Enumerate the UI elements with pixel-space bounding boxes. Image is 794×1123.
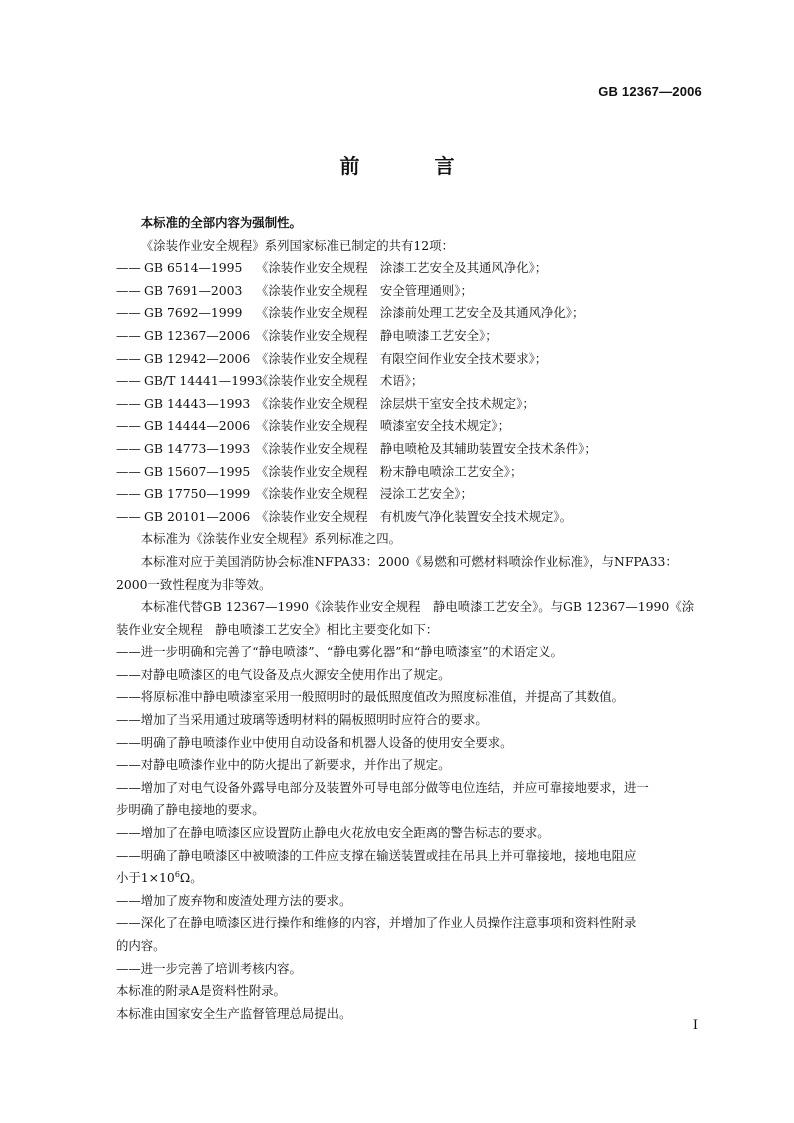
standard-title: 《涂装作业安全规程 有机废气净化装置安全技术规定》。	[256, 508, 572, 524]
list-item-continuation: 步明确了静电接地的要求。	[116, 802, 265, 818]
list-item: ——增加了废弃物和废渣处理方法的要求。	[116, 892, 352, 908]
standard-number: GB 14443—1993	[144, 395, 251, 411]
list-item: ——进一步完善了培训考核内容。	[116, 960, 302, 976]
nfpa-correspondence-line-1: 本标准对应于美国消防协会标准NFPA33：2000《易燃和可燃材料喷涂作业标准》，与NFPA33：	[140, 553, 678, 569]
standard-title: 《涂装作业安全规程 浸涂工艺安全》；	[256, 486, 473, 502]
mandatory-statement: 本标准的全部内容为强制性。	[140, 215, 302, 230]
standard-title: 《涂装作业安全规程 静电喷漆工艺安全》；	[256, 327, 498, 343]
list-item: ——进一步明确和完善了“静电喷漆”、“静电雾化器”和“静电喷漆室”的术语定义。	[116, 644, 563, 660]
standard-number: GB 12942—2006	[144, 350, 251, 366]
list-item: —— GB 20101—2006 《涂装作业安全规程 有机废气净化装置安全技术规定》。	[116, 506, 706, 529]
page-number: I	[692, 1018, 698, 1033]
standard-title: 《涂装作业安全规程 静电喷枪及其辅助装置安全技术条件》；	[256, 440, 597, 456]
list-item: —— GB 15607—1995 《涂装作业安全规程 粉末静电喷涂工艺安全》；	[116, 461, 706, 484]
standard-number: GB 12367—2006	[144, 327, 251, 343]
standard-number: GB 20101—2006	[144, 508, 251, 524]
appendix-statement: 本标准的附录A是资料性附录。	[116, 983, 287, 999]
page-title: 前 言	[339, 154, 489, 178]
changes-list	[116, 641, 706, 980]
standard-number: GB 6514—1995	[144, 260, 243, 276]
list-item: —— GB 14443—1993 《涂装作业安全规程 涂层烘干室安全技术规定》；	[116, 393, 706, 416]
list-item: ——明确了静电喷漆区中被喷漆的工件应支撑在输送装置或挂在吊具上并可靠接地，接地电阻应	[116, 847, 637, 863]
list-item: —— GB 17750—1999 《涂装作业安全规程 浸涂工艺安全》；	[116, 483, 706, 506]
list-item: ——将原标准中静电喷漆室采用一般照明时的最低照度值改为照度标准值，并提高了其数值。	[116, 689, 625, 705]
standard-title: 《涂装作业安全规程 安全管理通则》；	[256, 282, 473, 298]
proposer-statement: 本标准由国家安全生产监督管理总局提出。	[116, 1005, 352, 1021]
list-item: —— GB/T 14441—1993 《涂装作业安全规程 术语》；	[116, 370, 706, 393]
standard-code-header: GB 12367—2006	[598, 84, 702, 99]
list-item: ——对静电喷漆作业中的防火提出了新要求，并作出了规定。	[116, 757, 451, 773]
list-item: —— GB 12942—2006 《涂装作业安全规程 有限空间作业安全技术要求》；	[116, 348, 706, 371]
standard-title: 《涂装作业安全规程 喷漆室安全技术规定》；	[256, 418, 511, 434]
list-item: —— GB 6514—1995 《涂装作业安全规程 涂漆工艺安全及其通风净化》；	[116, 257, 706, 280]
list-item-continuation: 的内容。	[116, 938, 166, 953]
standard-title: 《涂装作业安全规程 有限空间作业安全技术要求》；	[256, 350, 548, 366]
standard-title: 《涂装作业安全规程 涂层烘干室安全技术规定》；	[256, 395, 535, 411]
list-item: ——增加了对电气设备外露导电部分及装置外可导电部分做等电位连结，并应可靠接地要求，进一	[116, 779, 649, 795]
list-item: —— GB 12367—2006 《涂装作业安全规程 静电喷漆工艺安全》；	[116, 325, 706, 348]
standard-title: 《涂装作业安全规程 涂漆工艺安全及其通风净化》；	[256, 260, 548, 276]
list-item: ——增加了当采用通过玻璃等透明材料的隔板照明时应符合的要求。	[116, 712, 488, 728]
standard-title: 《涂装作业安全规程 术语》；	[256, 373, 424, 389]
replacement-statement-line-1: 本标准代替GB 12367—1990《涂装作业安全规程 静电喷漆工艺安全》。与GB 12367—1990《涂	[140, 599, 695, 615]
nfpa-correspondence-line-2: 2000一致性程度为非等效。	[116, 576, 272, 592]
list-item: ——明确了静电喷漆作业中使用自动设备和机器人设备的使用安全要求。	[116, 734, 513, 750]
standard-title: 《涂装作业安全规程 涂漆前处理工艺安全及其通风净化》；	[256, 305, 585, 321]
series-part-statement: 本标准为《涂装作业安全规程》系列标准之四。	[140, 531, 401, 547]
standard-number: GB/T 14441—1993	[144, 373, 263, 389]
list-item: ——对静电喷漆区的电气设备及点火源安全使用作出了规定。	[116, 666, 451, 682]
list-item: —— GB 7692—1999 《涂装作业安全规程 涂漆前处理工艺安全及其通风净化》；	[116, 302, 706, 325]
standard-title: 《涂装作业安全规程 粉末静电喷涂工艺安全》；	[256, 463, 523, 479]
list-item: —— GB 7691—2003 《涂装作业安全规程 安全管理通则》；	[116, 280, 706, 303]
standard-number: GB 14444—2006	[144, 418, 251, 434]
standard-number: GB 17750—1999	[144, 486, 251, 502]
list-item: —— GB 14773—1993 《涂装作业安全规程 静电喷枪及其辅助装置安全技术条件》；	[116, 438, 706, 461]
standards-list	[116, 257, 706, 528]
standard-number: GB 7691—2003	[144, 282, 243, 298]
list-item: ——深化了在静电喷漆区进行操作和维修的内容，并增加了作业人员操作注意事项和资料性附录	[116, 915, 637, 931]
standard-number: GB 7692—1999	[144, 305, 243, 321]
standard-number: GB 15607—1995	[144, 463, 251, 479]
list-item: —— GB 14444—2006 《涂装作业安全规程 喷漆室安全技术规定》；	[116, 415, 706, 438]
replacement-statement-line-2: 装作业安全规程 静电喷漆工艺安全》相比主要变化如下：	[116, 621, 439, 637]
foreword-body	[116, 212, 706, 1025]
list-item-continuation: 小于$1\times 10^6\Omega$。	[116, 870, 203, 886]
series-intro: 《涂装作业安全规程》系列国家标准已制定的共有12项：	[140, 237, 454, 253]
standard-number: GB 14773—1993	[144, 440, 251, 456]
list-item: ——增加了在静电喷漆区应设置防止静电火花放电安全距离的警告标志的要求。	[116, 825, 550, 841]
